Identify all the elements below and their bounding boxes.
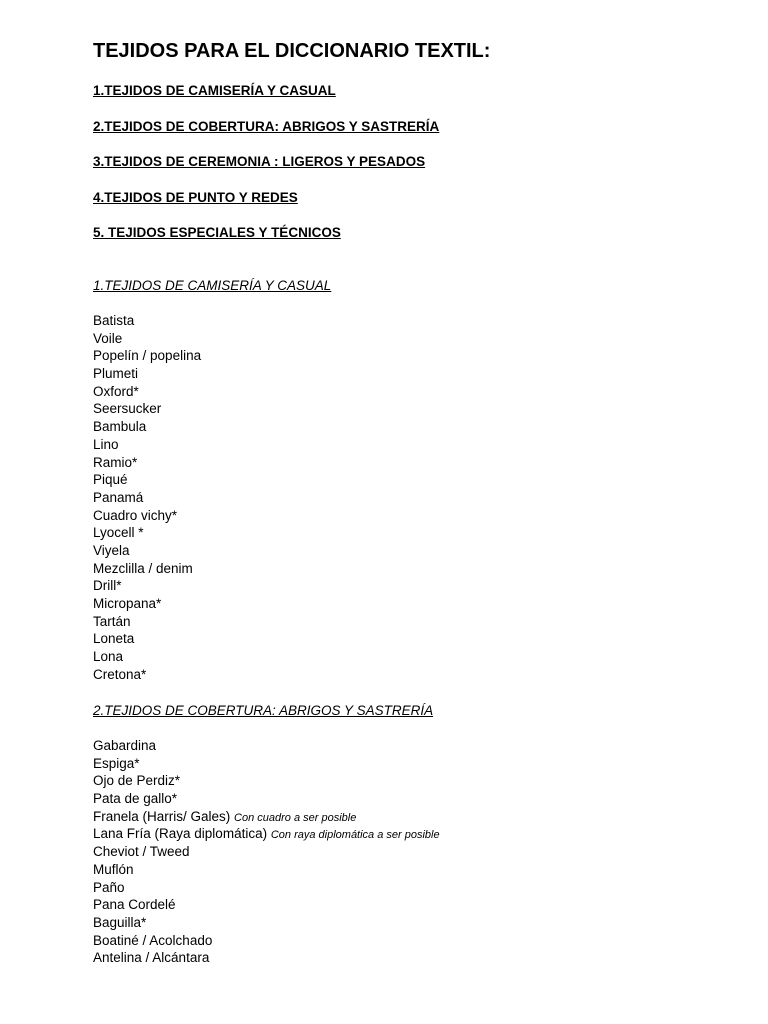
fabric-name: Muflón (93, 861, 134, 877)
fabric-name: Baguilla* (93, 914, 147, 930)
fabric-name: Lana Fría (Raya diplomática) (93, 826, 268, 842)
fabric-name: Batista (93, 313, 135, 328)
fabric-name: Paño (93, 879, 125, 895)
fabric-name: Drill* (93, 578, 122, 594)
fabric-item (93, 843, 440, 861)
fabric-item (93, 879, 440, 897)
fabric-item (93, 577, 201, 595)
fabric-item (93, 896, 440, 914)
fabric-name: Pana Cordelé (93, 897, 176, 913)
fabric-name: Gabardina (93, 738, 157, 753)
fabric-item (93, 613, 201, 631)
fabric-item (93, 861, 440, 879)
fabric-item (93, 507, 201, 525)
fabric-name: Ojo de Perdiz* (93, 773, 181, 789)
fabric-item (93, 560, 201, 578)
fabric-name: Voile (93, 330, 123, 346)
section-heading-camiseria: 1.TEJIDOS DE CAMISERÍA Y CASUAL (93, 278, 332, 293)
fabric-item (93, 347, 201, 365)
fabric-name: Cretona* (93, 666, 147, 682)
fabric-name: Boatiné / Acolchado (93, 932, 213, 948)
fabric-note: Con raya diplomática a ser posible (270, 829, 440, 842)
fabric-item (93, 454, 201, 472)
fabric-item (93, 755, 440, 773)
fabric-item (93, 630, 201, 648)
fabric-item (93, 932, 440, 950)
toc-entry: 3.TEJIDOS DE CEREMONIA : LIGEROS Y PESADOS (93, 154, 426, 169)
fabric-name: Loneta (93, 631, 135, 647)
fabric-name: Cuadro vichy* (93, 507, 178, 523)
fabric-item (93, 383, 201, 401)
fabric-name: Seersucker (93, 401, 162, 417)
fabric-item (93, 312, 201, 330)
fabric-name: Piqué (93, 472, 128, 488)
toc-entry: 1.TEJIDOS DE CAMISERÍA Y CASUAL (93, 83, 336, 98)
fabric-name: Ramio* (93, 454, 138, 470)
fabric-item (93, 418, 201, 436)
fabric-item (93, 825, 440, 843)
fabric-item (93, 524, 201, 542)
fabric-item (93, 914, 440, 932)
document-title: TEJIDOS PARA EL DICCIONARIO TEXTIL: (93, 40, 491, 62)
fabric-item (93, 648, 201, 666)
fabric-item (93, 542, 201, 560)
fabric-name: Tartán (93, 613, 131, 629)
fabric-name: Cheviot / Tweed (93, 844, 190, 860)
fabric-name: Pata de gallo* (93, 791, 178, 807)
fabric-name: Plumeti (93, 366, 139, 382)
fabric-item (93, 790, 440, 808)
fabric-name: Bambula (93, 419, 147, 435)
fabric-item (93, 330, 201, 348)
fabric-item (93, 808, 440, 826)
toc-entry: 5. TEJIDOS ESPECIALES Y TÉCNICOS (93, 225, 341, 240)
fabric-name: Espiga* (93, 755, 140, 771)
fabric-name: Popelín / popelina (93, 348, 202, 364)
fabric-name: Lyocell * (93, 525, 144, 541)
section-heading-cobertura: 2.TEJIDOS DE COBERTURA: ABRIGOS Y SASTRERÍA (93, 703, 434, 718)
fabric-item (93, 772, 440, 790)
fabric-item (93, 436, 201, 454)
fabric-list-cobertura (93, 737, 440, 967)
fabric-item (93, 595, 201, 613)
fabric-item (93, 666, 201, 684)
fabric-item (93, 489, 201, 507)
fabric-item (93, 365, 201, 383)
fabric-item (93, 949, 440, 967)
fabric-name: Antelina / Alcántara (93, 950, 210, 966)
fabric-name: Viyela (93, 542, 130, 558)
fabric-item (93, 737, 440, 755)
fabric-item (93, 400, 201, 418)
fabric-name: Panamá (93, 489, 144, 505)
fabric-note: Con cuadro a ser posible (234, 811, 357, 824)
fabric-name: Mezclilla / denim (93, 560, 193, 576)
fabric-name: Lona (93, 649, 124, 665)
fabric-item (93, 471, 201, 489)
fabric-name: Oxford* (93, 383, 139, 399)
table-of-contents (93, 82, 439, 260)
fabric-name: Micropana* (93, 596, 162, 611)
toc-entry: 2.TEJIDOS DE COBERTURA: ABRIGOS Y SASTRERÍA (93, 118, 440, 134)
fabric-name: Franela (Harris/ Gales) (93, 808, 231, 824)
fabric-name: Lino (93, 436, 119, 452)
toc-entry: 4.TEJIDOS DE PUNTO Y REDES (93, 189, 298, 205)
fabric-list-camiseria (93, 312, 201, 683)
